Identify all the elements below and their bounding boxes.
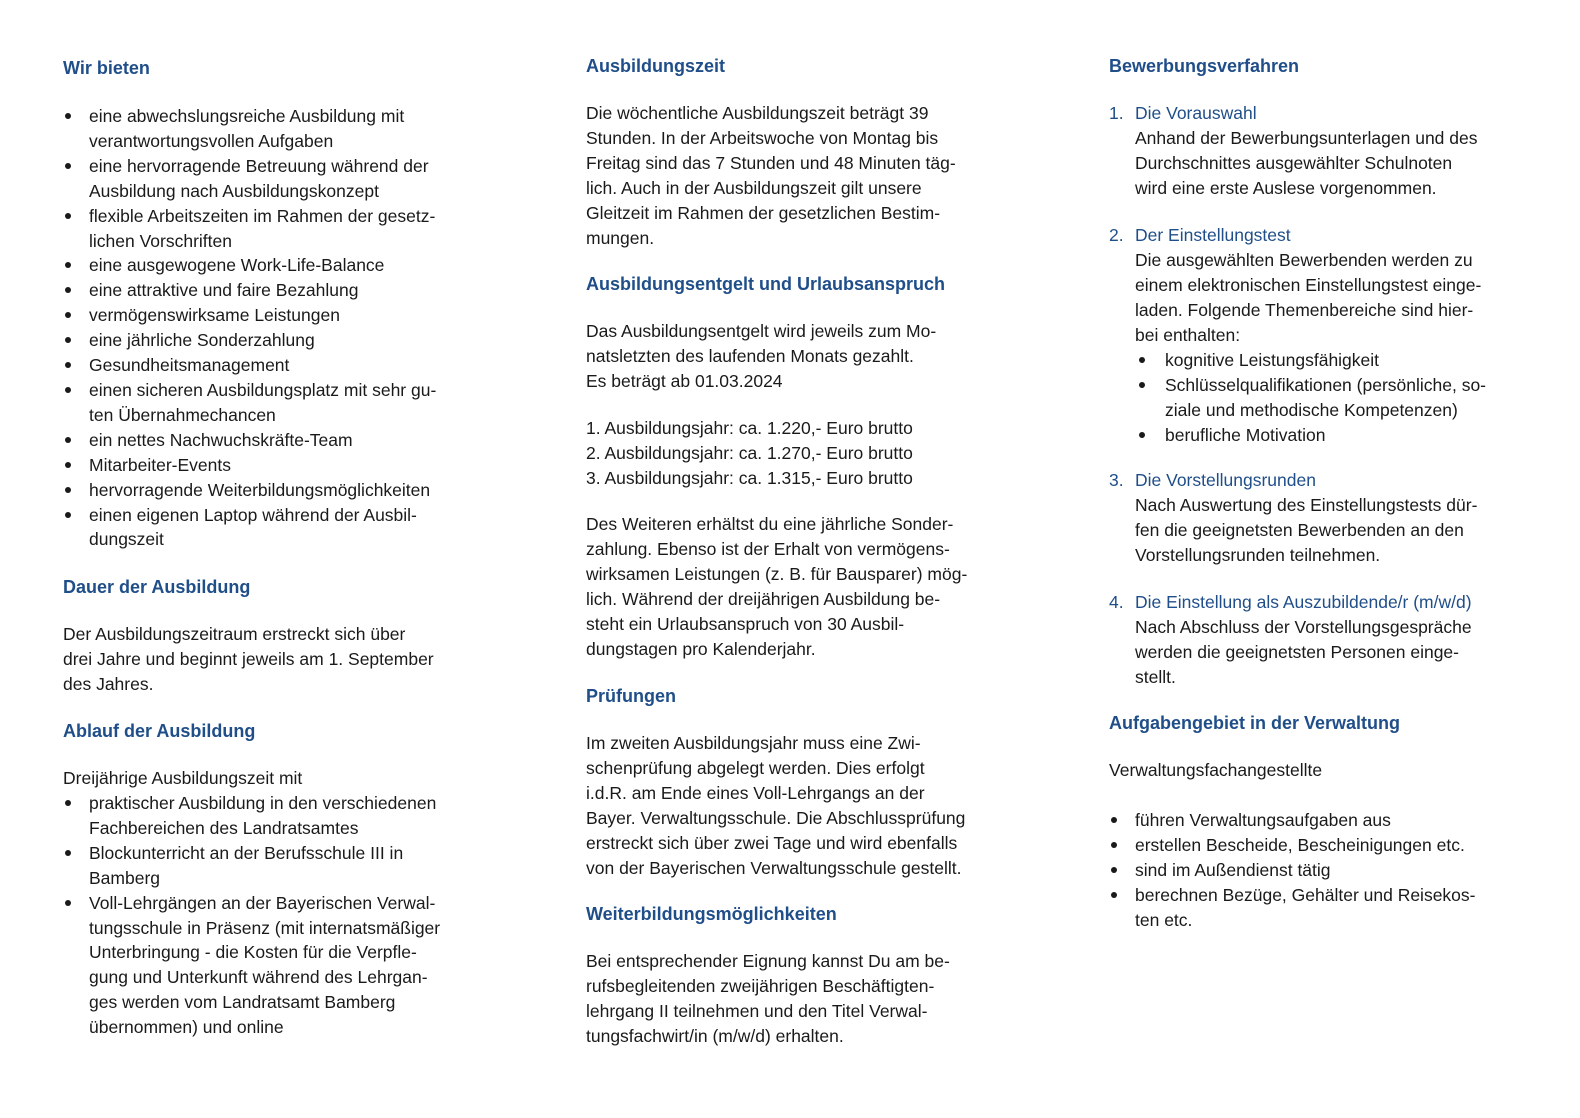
list-item-line: eine ausgewogene Work-Life-Balance: [89, 255, 385, 276]
step-sub-list: [1135, 348, 1549, 448]
list-item-line: Voll-Lehrgängen an der Bayerischen Verwal-: [89, 892, 436, 913]
list-item: [63, 204, 483, 254]
step-number: 1.: [1109, 103, 1124, 123]
step-number: 4.: [1109, 592, 1124, 612]
list-item: [63, 503, 483, 553]
step-title: Die Vorstellungsrunden: [1135, 470, 1316, 490]
step-2: [1109, 223, 1549, 448]
step-3: [1109, 468, 1549, 568]
heading-aufgabengebiet: Aufgabengebiet in der Verwaltung: [1109, 713, 1401, 733]
list-item-line: eine abwechslungsreiche Ausbildung mit: [89, 106, 405, 126]
text-line: natsletzten des laufenden Monats gezahlt.: [586, 346, 914, 366]
text-line: dungstagen pro Kalenderjahr.: [586, 639, 816, 659]
list-item: [63, 428, 483, 453]
text-line: von der Bayerischen Verwaltungsschule gestellt.: [586, 858, 962, 878]
sub-list-item-line: ziale und methodische Kompetenzen): [1165, 400, 1458, 420]
step-number: 2.: [1109, 225, 1124, 245]
list-item-line: Ausbildung nach Ausbildungskonzept: [89, 180, 379, 201]
list-item-line: eine hervorragende Betreuung während der: [89, 155, 429, 176]
list-item-line: einen eigenen Laptop während der Ausbil-: [89, 504, 417, 525]
list-item-line: verantwortungsvollen Aufgaben: [89, 130, 334, 151]
pruefungen-text: [586, 731, 1006, 881]
text-line: erstreckt sich über zwei Tage und wird ebenfalls: [586, 833, 958, 853]
step-text-line: wird eine erste Auslese vorgenommen.: [1135, 178, 1437, 198]
list-item-line: lichen Vorschriften: [89, 230, 232, 251]
heading-bewerbungsverfahren: Bewerbungsverfahren: [1109, 56, 1300, 76]
weiterbildung-text: [586, 949, 1006, 1049]
list-item-line: vermögenswirksame Leistungen: [89, 305, 340, 326]
sub-list-item-line: berufliche Motivation: [1165, 425, 1326, 445]
list-item-line: Bamberg: [89, 867, 161, 888]
text-line: Freitag sind das 7 Stunden und 48 Minuten täg-: [586, 153, 956, 173]
list-item: [63, 378, 483, 428]
list-item: [1109, 883, 1529, 933]
heading-ausbildungszeit: Ausbildungszeit: [586, 56, 725, 76]
entgelt-text-1: [586, 319, 1006, 394]
list-item-line: ein nettes Nachwuchskräfte-Team: [89, 429, 353, 450]
text-line: 1. Ausbildungsjahr: ca. 1.220,- Euro brutto: [586, 418, 913, 438]
list-item: [63, 478, 483, 503]
list-item-line: tungsschule in Präsenz (mit internatsmäßiger: [89, 917, 441, 938]
step-text-line: Nach Abschluss der Vorstellungsgespräche: [1135, 617, 1472, 637]
text-line: rufsbegleitenden zweijährigen Beschäftigten-: [586, 976, 935, 996]
step-text-line: stellt.: [1135, 667, 1176, 687]
list-item: [1109, 808, 1529, 833]
ablauf-list: [63, 791, 483, 1040]
list-item: [63, 104, 483, 154]
list-item-line: Fachbereichen des Landratsamtes: [89, 817, 359, 838]
text-line: Des Weiteren erhältst du eine jährliche Sonder-: [586, 514, 954, 534]
list-item: [63, 154, 483, 204]
step-title: Die Einstellung als Auszubildende/r (m/w/d): [1135, 592, 1472, 612]
text-line: lich. Während der dreijährigen Ausbildung be-: [586, 589, 941, 609]
list-item-line: Gesundheitsmanagement: [89, 355, 290, 376]
list-item: [63, 328, 483, 353]
list-item: [1109, 858, 1529, 883]
text-line: Der Ausbildungszeitraum erstreckt sich über: [63, 624, 406, 644]
text-line: 2. Ausbildungsjahr: ca. 1.270,- Euro brutto: [586, 443, 913, 463]
list-item: [63, 453, 483, 478]
list-item-line: übernommen) und online: [89, 1017, 284, 1038]
list-item-line: einen sicheren Ausbildungsplatz mit sehr gu-: [89, 379, 437, 400]
text-line: 3. Ausbildungsjahr: ca. 1.315,- Euro brutto: [586, 468, 913, 488]
text-line: Das Ausbildungsentgelt wird jeweils zum Mo-: [586, 321, 937, 341]
sub-list-item-line: Schlüsselqualifikationen (persönliche, so-: [1165, 375, 1487, 395]
list-item-line: eine jährliche Sonderzahlung: [89, 330, 315, 351]
text-line: zahlung. Ebenso ist der Erhalt von vermögens-: [586, 539, 950, 559]
step-text-line: laden. Folgende Themenbereiche sind hier-: [1135, 300, 1474, 320]
ablauf-intro: Dreijährige Ausbildungszeit mit: [63, 768, 303, 788]
list-item-line: führen Verwaltungsaufgaben aus: [1135, 810, 1391, 830]
list-item: [63, 841, 483, 891]
text-line: wirksamen Leistungen (z. B. für Bausparer) mög-: [586, 564, 968, 584]
list-item-line: flexible Arbeitszeiten im Rahmen der gesetz-: [89, 205, 436, 226]
list-item-line: Unterbringung - die Kosten für die Verpfle-: [89, 942, 417, 963]
list-item-line: eine attraktive und faire Bezahlung: [89, 280, 359, 301]
heading-weiterbildung: Weiterbildungsmöglichkeiten: [586, 904, 837, 924]
text-line: tungsfachwirt/in (m/w/d) erhalten.: [586, 1026, 844, 1046]
sub-list-item: [1135, 423, 1549, 448]
text-line: Die wöchentliche Ausbildungszeit beträgt 39: [586, 103, 929, 123]
text-line: Gleitzeit im Rahmen der gesetzlichen Bestim-: [586, 203, 941, 223]
step-text-line: werden die geeignetsten Personen einge-: [1135, 642, 1459, 662]
text-line: Im zweiten Ausbildungsjahr muss eine Zwi-: [586, 733, 921, 753]
list-item-line: praktischer Ausbildung in den verschiedenen: [89, 793, 437, 813]
step-text-line: einem elektronischen Einstellungstest einge-: [1135, 275, 1482, 295]
text-line: Stunden. In der Arbeitswoche von Montag bis: [586, 128, 939, 148]
offer-list: [63, 104, 483, 552]
step-title: Der Einstellungstest: [1135, 225, 1291, 245]
aufgaben-intro: Verwaltungsfachangestellte: [1109, 760, 1323, 780]
text-line: Es beträgt ab 01.03.2024: [586, 371, 783, 391]
step-1: [1109, 101, 1549, 201]
list-item-line: gung und Unterkunft während des Lehrgan-: [89, 967, 428, 988]
list-item-line: Mitarbeiter-Events: [89, 454, 231, 475]
heading-wir-bieten: Wir bieten: [63, 58, 150, 78]
step-text-line: Anhand der Bewerbungsunterlagen und des: [1135, 128, 1478, 148]
text-line: mungen.: [586, 228, 655, 248]
list-item: [63, 253, 483, 278]
list-item-line: sind im Außendienst tätig: [1135, 859, 1331, 880]
aufgaben-list: [1109, 808, 1529, 933]
sub-list-item: [1135, 348, 1549, 373]
list-item-line: ten etc.: [1135, 909, 1193, 930]
step-text-line: fen die geeignetsten Bewerbenden an den: [1135, 520, 1464, 540]
list-item-line: hervorragende Weiterbildungsmöglichkeiten: [89, 479, 431, 500]
step-text-line: Durchschnittes ausgewählter Schulnoten: [1135, 153, 1453, 173]
step-text-line: Die ausgewählten Bewerbenden werden zu: [1135, 250, 1473, 270]
step-text-line: Vorstellungsrunden teilnehmen.: [1135, 545, 1381, 565]
step-text-line: Nach Auswertung des Einstellungstests dür-: [1135, 495, 1478, 515]
text-line: steht ein Urlaubsanspruch von 30 Ausbil-: [586, 614, 905, 634]
dauer-text: [63, 622, 483, 697]
text-line: Bei entsprechender Eignung kannst Du am be-: [586, 951, 950, 971]
text-line: schenprüfung abgelegt werden. Dies erfolgt: [586, 758, 925, 778]
list-item-line: ges werden vom Landratsamt Bamberg: [89, 992, 396, 1013]
text-line: lehrgang II teilnehmen und den Titel Verwal-: [586, 1001, 928, 1021]
entgelt-salary-list: [586, 416, 1006, 491]
text-line: des Jahres.: [63, 674, 154, 694]
list-item: [63, 891, 483, 1040]
list-item: [63, 791, 483, 841]
text-line: drei Jahre und beginnt jeweils am 1. September: [63, 649, 434, 669]
list-item: [63, 278, 483, 303]
sub-list-item: [1135, 373, 1549, 423]
ausbildungszeit-text: [586, 101, 1006, 251]
list-item: [1109, 833, 1529, 858]
step-title: Die Vorauswahl: [1135, 103, 1257, 123]
list-item-line: erstellen Bescheide, Bescheinigungen etc.: [1135, 834, 1465, 855]
list-item-line: Blockunterricht an der Berufsschule III in: [89, 842, 404, 863]
heading-pruefungen: Prüfungen: [586, 686, 676, 706]
step-text-line: bei enthalten:: [1135, 325, 1241, 345]
heading-dauer: Dauer der Ausbildung: [63, 577, 251, 597]
entgelt-text-2: [586, 512, 1006, 662]
text-line: Bayer. Verwaltungsschule. Die Abschlussprüfung: [586, 808, 966, 828]
heading-ablauf: Ablauf der Ausbildung: [63, 721, 256, 741]
step-4: [1109, 590, 1549, 690]
list-item-line: dungszeit: [89, 529, 164, 550]
list-item: [63, 353, 483, 378]
sub-list-item-line: kognitive Leistungsfähigkeit: [1165, 350, 1380, 370]
list-item-line: ten Übernahmechancen: [89, 404, 276, 425]
text-line: i.d.R. am Ende eines Voll-Lehrgangs an der: [586, 783, 925, 803]
text-line: lich. Auch in der Ausbildungszeit gilt unsere: [586, 178, 922, 198]
step-number: 3.: [1109, 470, 1124, 490]
list-item-line: berechnen Bezüge, Gehälter und Reisekos-: [1135, 884, 1476, 905]
list-item: [63, 303, 483, 328]
heading-entgelt: Ausbildungsentgelt und Urlaubsanspruch: [586, 274, 946, 294]
